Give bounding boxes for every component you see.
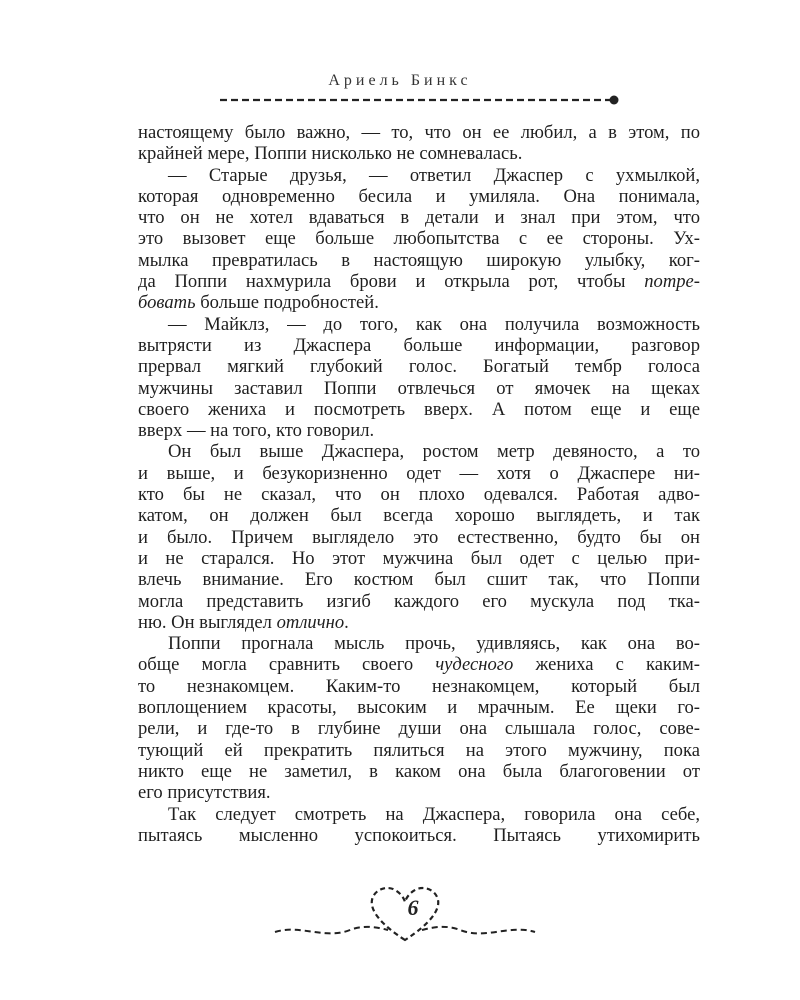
text-line: — Старые друзья, — ответил Джаспер с ухмылкой, <box>168 164 700 186</box>
text-line: Он был выше Джаспера, ростом метр девяносто, а то <box>168 441 700 463</box>
text-line: обще могла сравнить своего чудесного жениха с каким- <box>138 654 700 676</box>
text-line: и не старался. Но этот мужчина был одет с целью при- <box>138 547 700 569</box>
text-line: воплощением красоты, высоким и мрачным. Ее щеки го- <box>138 697 700 719</box>
italic-text: отлично <box>276 611 345 633</box>
italic-text: потре- <box>644 271 700 293</box>
text-line: пытаясь мысленно успокоиться. Пытаясь утихомирить <box>138 824 700 846</box>
text-line: и выше, и безукоризненно одет — хотя о Джаспере ни- <box>138 462 700 484</box>
header-dashed-rule <box>218 93 622 107</box>
text-line: да Поппи нахмурила брови и открыла рот, чтобы потре- <box>138 271 700 293</box>
text-line: что он не хотел вдаваться в детали и знал при этом, что <box>138 207 700 229</box>
text-line: настоящему было важно, — то, что он ее любил, а в этом, по <box>138 122 700 143</box>
text-line: вверх — на того, кто говорил. <box>138 420 375 442</box>
text-line: бовать больше подробностей. <box>138 292 379 314</box>
text-line: — Майклз, — до того, как она получила возможность <box>168 313 700 335</box>
text-line: мужчины заставил Поппи отвлечься от ямочек на щеках <box>138 377 700 399</box>
text-line: никто еще не заметил, в каком она была благоговении от <box>138 760 700 782</box>
page-body <box>138 122 700 846</box>
text-line: рели, и где-то в глубине души она слышала голос, сове- <box>138 718 700 740</box>
text-line: Так следует смотреть на Джаспера, говорила она себе, <box>168 803 700 825</box>
text-line: влечь внимание. Его костюм был сшит так, что Поппи <box>138 569 700 591</box>
text-line: тующий ей прекратить пялиться на этого мужчину, пока <box>138 739 700 761</box>
text-line: прервал мягкий глубокий голос. Богатый тембр голоса <box>138 356 700 378</box>
text-line: мылка превратилась в настоящую широкую улыбку, ког- <box>138 249 700 271</box>
text-line: Поппи прогнала мысль прочь, удивляясь, как она во- <box>168 633 700 655</box>
text-line: которая одновременно бесила и умиляла. Она понимала, <box>138 185 700 207</box>
text-line: кто бы не сказал, что он плохо одевался. Работая адво- <box>138 484 700 506</box>
text-line: своего жениха и посмотреть вверх. А потом еще и еще <box>138 398 700 420</box>
italic-text: чудесного <box>435 654 514 676</box>
text-line: то незнакомцем. Каким-то незнакомцем, который был <box>138 675 700 697</box>
text-line: ню. Он выглядел отлично. <box>138 611 349 633</box>
text-line: его присутствия. <box>138 782 271 804</box>
text-line: это вызовет еще больше любопытства с ее стороны. Ух- <box>138 228 700 250</box>
text-line: могла представить изгиб каждого его мускула под тка- <box>138 590 700 612</box>
running-header: Ариель Бинкс <box>328 72 472 89</box>
text-line: и было. Причем выглядело это естественно, будто бы он <box>138 526 700 548</box>
text-line: катом, он должен был всегда хорошо выглядеть, и так <box>138 505 700 527</box>
text-line: крайней мере, Поппи нисколько не сомневалась. <box>138 143 523 165</box>
text-line: вытрясти из Джаспера больше информации, разговор <box>138 334 700 356</box>
italic-text: бовать <box>138 292 196 314</box>
page-number: 6 <box>407 895 419 920</box>
